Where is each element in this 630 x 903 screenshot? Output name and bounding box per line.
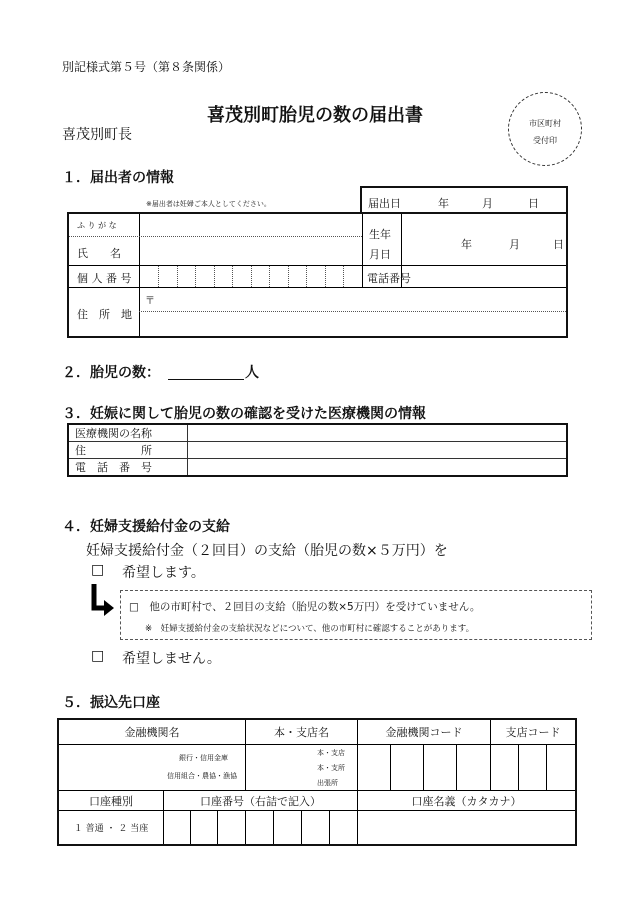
bank-type-2: 信用組合・農協・漁協 [167, 772, 237, 780]
branch-type-2: 本・支所 [317, 764, 345, 772]
sub-condition-note: ※ 妊婦支援給付金の支給状況などについて、他の市町村に確認することがあります。 [145, 624, 475, 634]
name-label: 氏 名 [77, 247, 121, 260]
filing-date-box [360, 186, 568, 212]
birth-day-label: 日 [553, 238, 564, 251]
medical-phone-field[interactable] [188, 459, 568, 477]
medical-address-field[interactable] [188, 442, 568, 459]
phone-label: 電話番号 [367, 272, 411, 285]
branch-type-3: 出張所 [317, 779, 338, 787]
account-holder-header: 口座名義（カタカナ） [411, 794, 522, 808]
address-label: 住 所 地 [77, 308, 132, 321]
applicant-table [67, 212, 568, 338]
branch-name-header: 本・支店名 [274, 726, 329, 739]
medical-name-label: 医療機関の名称 [68, 424, 188, 442]
bank-type-1: 銀行・信用金庫 [179, 754, 228, 762]
account-number-field[interactable] [164, 811, 357, 844]
stamp-line2: 受付印 [533, 136, 557, 145]
page-title: 喜茂別町胎児の数の届出書 [207, 105, 423, 126]
phone-field[interactable] [415, 266, 565, 287]
reception-stamp-circle [508, 92, 582, 166]
section3-heading: ３．妊娠に関して胎児の数の確認を受けた医療機関の情報 [62, 406, 426, 422]
bank-code-header: 金融機関コード [385, 726, 463, 739]
stamp-line1: 市区町村 [529, 119, 561, 128]
checkbox-want[interactable]: □ [91, 562, 105, 578]
filing-day-label: 日 [528, 197, 539, 210]
section2-heading: ２．胎児の数： [62, 365, 160, 381]
fetus-count-unit: 人 [245, 365, 259, 381]
account-type-value[interactable]: １ 普通 ・ ２ 当座 [73, 824, 149, 834]
bank-name-field[interactable] [59, 745, 245, 790]
name-field[interactable] [140, 237, 360, 264]
medical-phone-label: 電 話 番 号 [68, 459, 188, 477]
section1-note: ※届出者は妊婦ご本人としてください。 [146, 200, 271, 208]
sub-condition-box [120, 590, 592, 640]
account-holder-field[interactable] [358, 811, 575, 844]
birth-year-label: 年 [461, 238, 472, 251]
account-number-header: 口座番号（右詰で記入） [200, 794, 321, 808]
filing-year-label: 年 [438, 197, 449, 210]
form-number: 別記様式第５号（第８条関係） [62, 60, 231, 74]
branch-code-header: 支店コード [505, 726, 561, 739]
postal-mark: 〒 [145, 296, 155, 307]
fetus-count-field[interactable] [168, 379, 244, 380]
birth-month-label: 月 [509, 238, 520, 251]
sub-condition-checkbox[interactable]: □ 他の市町村で、２回目の支給（胎児の数×5万円）を受けていません。 [129, 601, 481, 613]
table-row [68, 424, 567, 442]
addressee: 喜茂別町長 [62, 127, 132, 143]
medical-institution-table [67, 423, 568, 477]
section4-heading: ４．妊婦支援給付金の支給 [62, 519, 230, 535]
option-not-want-label: 希望しません。 [122, 651, 221, 667]
birth-label-2: 月日 [369, 248, 391, 261]
furigana-label: ふ り が な [77, 221, 117, 230]
furigana-field[interactable] [140, 215, 360, 235]
arrow-down-right-icon [88, 582, 118, 618]
filing-date-label: 届出日 [368, 197, 401, 210]
address-field[interactable] [140, 288, 565, 336]
birth-label-1: 生年 [369, 228, 391, 241]
checkbox-not-want[interactable]: □ [91, 648, 105, 664]
id-number-label: 個 人 番 号 [77, 272, 132, 285]
account-type-header: 口座種別 [89, 794, 133, 808]
medical-name-field[interactable] [188, 424, 568, 442]
medical-address-label: 住 所 [68, 442, 188, 459]
branch-type-1: 本・支店 [317, 749, 345, 757]
section4-description: 妊婦支援給付金（２回目）の支給（胎児の数×５万円）を [86, 543, 448, 559]
bank-account-table [57, 718, 577, 846]
section1-heading: １．届出者の情報 [62, 170, 174, 186]
table-row [68, 459, 567, 477]
option-want-label: 希望します。 [122, 565, 205, 581]
bank-name-header: 金融機関名 [124, 726, 180, 739]
section5-heading: ５．振込先口座 [62, 695, 160, 711]
table-row [68, 442, 567, 459]
id-number-field[interactable] [140, 266, 362, 287]
filing-month-label: 月 [482, 197, 493, 210]
branch-name-field[interactable] [246, 745, 312, 790]
